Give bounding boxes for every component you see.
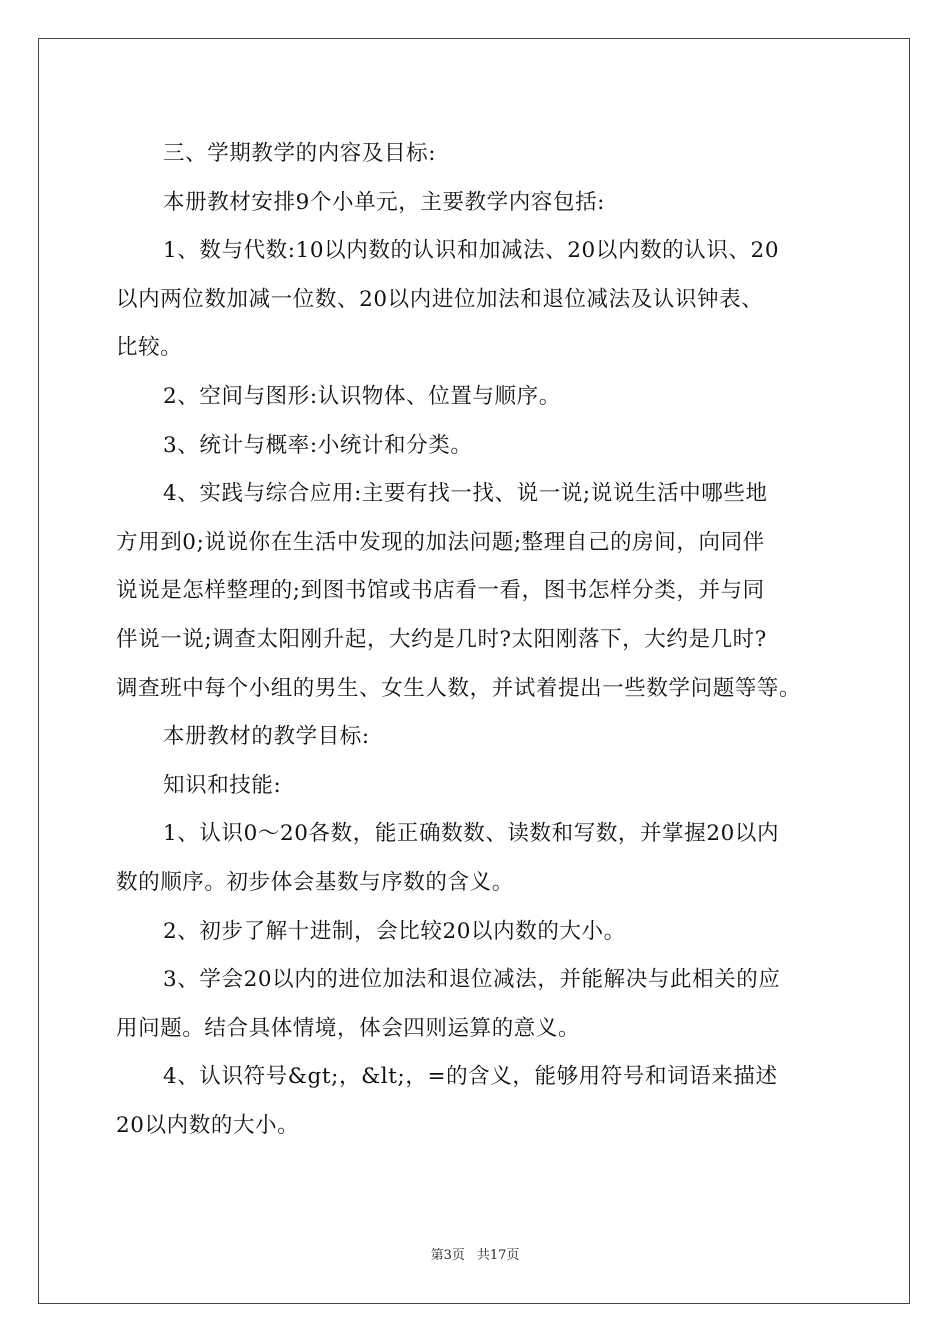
text-line: 本册教材安排9个小单元，主要教学内容包括:: [163, 189, 606, 215]
text-line: 方用到0;说说你在生活中发现的加法问题;整理自己的房间，向同伴: [116, 529, 765, 555]
page-footer: [0, 1244, 950, 1263]
text-line: 2、空间与图形:认识物体、位置与顺序。: [163, 383, 561, 409]
text-line: 4、实践与综合应用:主要有找一找、说一说;说说生活中哪些地: [163, 481, 768, 507]
page-number: 第3页: [430, 1248, 465, 1263]
text-line: 三、学期教学的内容及目标:: [163, 141, 437, 166]
text-line: 3、学会20以内的进位加法和退位减法，并能解决与此相关的应: [163, 967, 781, 993]
text-line: 调查班中每个小组的男生、女生人数，并试着提出一些数学问题等等。: [116, 675, 802, 701]
text-line: 本册教材的教学目标:: [163, 724, 370, 750]
text-line: 用问题。结合具体情境，体会四则运算的意义。: [116, 1015, 581, 1041]
text-line: 20以内数的大小。: [116, 1112, 300, 1138]
page-total: 共17页: [476, 1248, 520, 1263]
text-line: 2、初步了解十进制，会比较20以内数的大小。: [163, 918, 626, 944]
text-line: 1、认识0～20各数，能正确数数、读数和写数，并掌握20以内: [163, 821, 780, 847]
text-line: 4、认识符号&gt;，&lt;，=的含义，能够用符号和词语来描述: [163, 1064, 778, 1090]
text-line: 以内两位数加减一位数、20以内进位加法和退位减法及认识钟表、: [116, 286, 764, 312]
document-body: [116, 130, 838, 1150]
text-line: 比较。: [116, 335, 183, 361]
text-line: 说说是怎样整理的;到图书馆或书店看一看，图书怎样分类，并与同: [116, 578, 765, 604]
text-line: 1、数与代数:10以内数的认识和加减法、20以内数的认识、20: [163, 238, 780, 264]
text-line: 知识和技能:: [163, 772, 282, 798]
text-line: 3、统计与概率:小统计和分类。: [163, 432, 473, 458]
text-line: 数的顺序。初步体会基数与序数的含义。: [116, 869, 514, 895]
text-line: 伴说一说;调查太阳刚升起，大约是几时?太阳刚落下，大约是几时?: [116, 626, 767, 652]
